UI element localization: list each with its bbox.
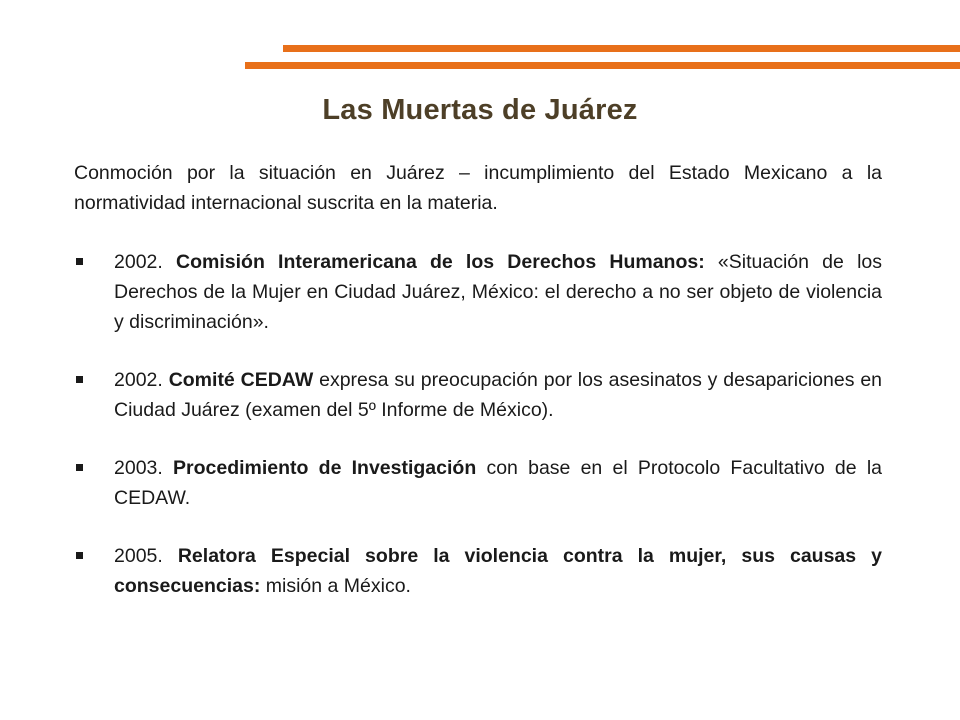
slide-content: [74, 158, 882, 601]
square-bullet-icon: [76, 464, 83, 471]
square-bullet-icon: [76, 376, 83, 383]
bullet-bold-text: Procedimiento de Investigación: [173, 457, 477, 479]
bullet-item-1: [74, 247, 882, 337]
bullet-text: misión a México.: [265, 575, 411, 597]
bullet-item-3: [74, 453, 882, 513]
bullet-year: 2005.: [114, 545, 163, 567]
intro-paragraph: Conmoción por la situación en Juárez – incumplimiento del Estado Mexicano a la normatividad internacional suscrita en la materia.: [74, 162, 882, 214]
square-bullet-icon: [76, 258, 83, 265]
bullet-year: 2002.: [114, 251, 163, 273]
slide-title: Las Muertas de Juárez: [322, 94, 638, 126]
bullet-year: 2003.: [114, 457, 163, 479]
bullet-text: con base en el Protocolo Facultativo de la CEDAW.: [114, 457, 882, 509]
bullet-list: [74, 247, 882, 601]
bullet-text: «Situación de los Derechos de la Mujer en Ciudad Juárez, México: el derecho a no ser objeto de violencia y discriminación».: [114, 251, 882, 333]
bullet-year: 2002.: [114, 369, 163, 391]
accent-bar-bottom: [245, 62, 960, 69]
bullet-bold-text: Comisión Interamericana de los Derechos Humanos:: [176, 251, 705, 273]
bullet-text: expresa su preocupación por los asesinatos y desapariciones en Ciudad Juárez (examen del 5º Informe de México).: [114, 369, 883, 421]
bullet-bold-text: Comité CEDAW: [168, 369, 314, 391]
bullet-bold-text: Relatora Especial sobre la violencia contra la mujer, sus causas y consecuencias:: [114, 545, 882, 597]
bullet-item-4: [74, 541, 882, 601]
accent-bar-top: [283, 45, 960, 52]
bullet-item-2: [74, 365, 882, 425]
square-bullet-icon: [76, 552, 83, 559]
